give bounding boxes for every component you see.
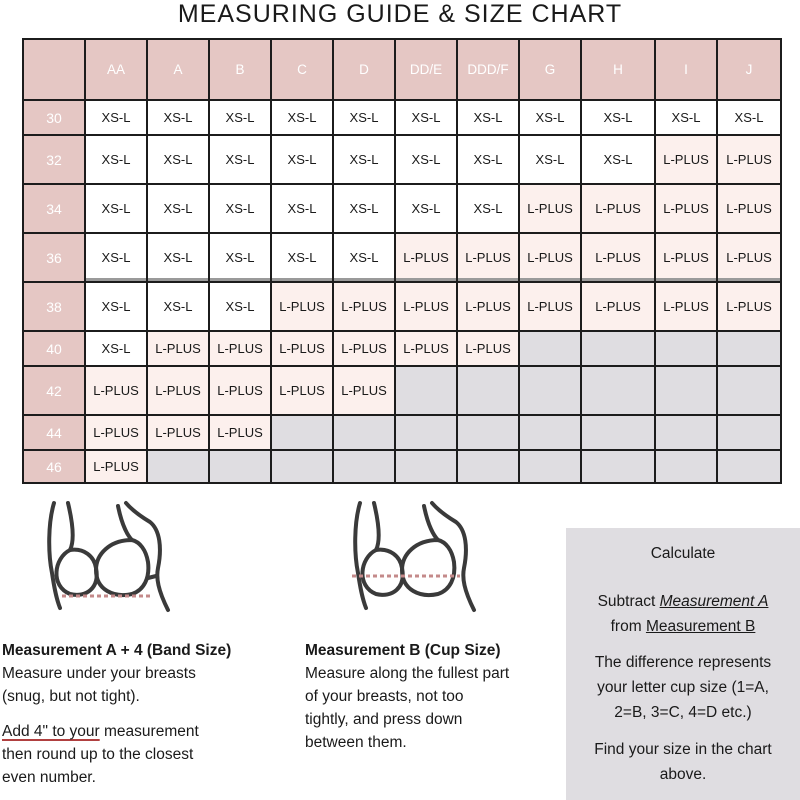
- size-cell: XS-L: [457, 100, 519, 135]
- size-cell: L-PLUS: [457, 331, 519, 366]
- empty-cell: [655, 415, 717, 450]
- size-cell: L-PLUS: [147, 415, 209, 450]
- size-cell: XS-L: [147, 282, 209, 331]
- size-cell: XS-L: [333, 184, 395, 233]
- measurement-b-text: [305, 639, 565, 754]
- band-size-label: 38: [23, 282, 85, 331]
- size-cell: XS-L: [209, 233, 271, 282]
- band-size-label: 40: [23, 331, 85, 366]
- size-cell: L-PLUS: [457, 282, 519, 331]
- strap-right: [118, 506, 132, 540]
- band-row-38: [23, 282, 781, 331]
- measurement-a-line: (snug, but not tight).: [2, 688, 140, 705]
- subtract-line: [566, 590, 800, 614]
- size-cell: XS-L: [655, 100, 717, 135]
- size-cell: L-PLUS: [209, 366, 271, 415]
- cup-header-i: I: [655, 39, 717, 100]
- subtract-prefix: Subtract: [597, 593, 660, 610]
- empty-cell: [581, 450, 655, 483]
- size-cell: L-PLUS: [395, 282, 457, 331]
- measurement-a-heading: Measurement A + 4 (Band Size): [2, 642, 232, 659]
- size-cell: XS-L: [209, 100, 271, 135]
- size-cell: XS-L: [457, 135, 519, 184]
- size-cell: XS-L: [581, 135, 655, 184]
- size-cell: L-PLUS: [581, 184, 655, 233]
- band-row-40: [23, 331, 781, 366]
- band-size-label: 34: [23, 184, 85, 233]
- from-line: [566, 615, 800, 639]
- size-cell: L-PLUS: [209, 331, 271, 366]
- empty-cell: [395, 366, 457, 415]
- size-cell: XS-L: [209, 184, 271, 233]
- left-shoulder-line: [49, 503, 60, 608]
- measurement-a-add-line: [2, 720, 292, 743]
- size-cell: L-PLUS: [655, 184, 717, 233]
- size-cell: XS-L: [147, 135, 209, 184]
- size-cell: XS-L: [85, 184, 147, 233]
- empty-cell: [717, 415, 781, 450]
- size-cell: XS-L: [85, 100, 147, 135]
- measurement-a-text: [2, 639, 292, 789]
- measurement-a-line: even number.: [2, 769, 96, 786]
- size-cell: XS-L: [147, 184, 209, 233]
- empty-cell: [581, 415, 655, 450]
- size-cell: XS-L: [271, 184, 333, 233]
- band-row-34: [23, 184, 781, 233]
- cup-right: [96, 540, 148, 595]
- size-cell: L-PLUS: [85, 415, 147, 450]
- empty-cell: [519, 450, 581, 483]
- size-chart-table: [22, 38, 782, 484]
- cup-header-dd-e: DD/E: [395, 39, 457, 100]
- empty-cell: [333, 415, 395, 450]
- size-cell: L-PLUS: [581, 233, 655, 282]
- find-size-line: above.: [659, 766, 707, 783]
- size-cell: L-PLUS: [395, 233, 457, 282]
- size-cell: L-PLUS: [519, 184, 581, 233]
- measurement-b-line: Measure along the fullest part: [305, 665, 510, 682]
- size-cell: XS-L: [271, 100, 333, 135]
- size-cell: L-PLUS: [655, 135, 717, 184]
- empty-cell: [457, 415, 519, 450]
- strap-left: [374, 503, 379, 550]
- size-cell: XS-L: [147, 100, 209, 135]
- size-cell: L-PLUS: [333, 282, 395, 331]
- band-row-30: [23, 100, 781, 135]
- size-cell: XS-L: [271, 233, 333, 282]
- difference-line: your letter cup size (1=A,: [597, 679, 769, 696]
- size-cell: XS-L: [395, 184, 457, 233]
- empty-cell: [581, 366, 655, 415]
- size-cell: L-PLUS: [209, 415, 271, 450]
- size-cell: XS-L: [333, 135, 395, 184]
- size-cell: XS-L: [85, 135, 147, 184]
- band-size-label: 32: [23, 135, 85, 184]
- empty-cell: [717, 450, 781, 483]
- size-cell: L-PLUS: [519, 233, 581, 282]
- size-cell: XS-L: [457, 184, 519, 233]
- empty-cell: [209, 450, 271, 483]
- difference-line: The difference represents: [594, 654, 772, 671]
- add-4-highlight: Add 4" to your: [2, 723, 100, 740]
- corner-cell: [23, 39, 85, 100]
- size-cell: XS-L: [395, 135, 457, 184]
- size-cell: L-PLUS: [717, 184, 781, 233]
- size-cell: L-PLUS: [655, 282, 717, 331]
- size-cell: L-PLUS: [333, 366, 395, 415]
- measurement-b-line: between them.: [305, 734, 407, 751]
- size-cell: L-PLUS: [717, 233, 781, 282]
- measurement-b-heading: Measurement B (Cup Size): [305, 642, 501, 659]
- from-prefix: from: [610, 618, 646, 635]
- size-cell: XS-L: [209, 135, 271, 184]
- size-cell: L-PLUS: [271, 366, 333, 415]
- empty-cell: [395, 450, 457, 483]
- band-size-label: 30: [23, 100, 85, 135]
- cup-left: [362, 550, 402, 595]
- empty-cell: [271, 415, 333, 450]
- measurement-b-ref: Measurement B: [645, 618, 756, 635]
- size-cell: L-PLUS: [147, 366, 209, 415]
- size-cell: L-PLUS: [271, 282, 333, 331]
- size-rows: [23, 100, 781, 483]
- calculate-title: Calculate: [650, 545, 716, 562]
- size-cell: XS-L: [581, 100, 655, 135]
- empty-cell: [581, 331, 655, 366]
- size-cell: XS-L: [333, 233, 395, 282]
- size-cell: L-PLUS: [655, 233, 717, 282]
- empty-cell: [717, 331, 781, 366]
- size-cell: XS-L: [85, 282, 147, 331]
- cup-header-b: B: [209, 39, 271, 100]
- measurement-b-line: tightly, and press down: [305, 711, 463, 728]
- band-size-label: 36: [23, 233, 85, 282]
- empty-cell: [655, 331, 717, 366]
- size-cell: L-PLUS: [519, 282, 581, 331]
- empty-cell: [519, 415, 581, 450]
- empty-cell: [655, 450, 717, 483]
- band-row-42: [23, 366, 781, 415]
- band-measurement-figure: [40, 498, 190, 618]
- band-row-44: [23, 415, 781, 450]
- strap-right: [424, 506, 438, 540]
- empty-cell: [717, 366, 781, 415]
- band-size-label: 42: [23, 366, 85, 415]
- cup-header-aa: AA: [85, 39, 147, 100]
- empty-cell: [147, 450, 209, 483]
- size-cell: XS-L: [395, 100, 457, 135]
- size-cell: L-PLUS: [457, 233, 519, 282]
- empty-cell: [271, 450, 333, 483]
- size-cell: XS-L: [717, 100, 781, 135]
- size-cell: XS-L: [85, 331, 147, 366]
- band-row-32: [23, 135, 781, 184]
- size-cell: XS-L: [271, 135, 333, 184]
- cup-right: [402, 540, 454, 595]
- page-title: MEASURING GUIDE & SIZE CHART: [177, 0, 623, 28]
- measurement-a-ref: Measurement A: [659, 593, 769, 610]
- size-cell: XS-L: [85, 233, 147, 282]
- cup-header-a: A: [147, 39, 209, 100]
- size-cell: L-PLUS: [333, 331, 395, 366]
- measurement-a-add-rest: measurement: [99, 723, 199, 740]
- measurement-a-line: Measure under your breasts: [2, 665, 196, 682]
- empty-cell: [457, 366, 519, 415]
- find-size-line: Find your size in the chart: [594, 741, 772, 758]
- size-cell: XS-L: [147, 233, 209, 282]
- band-row-36: [23, 233, 781, 282]
- size-cell: L-PLUS: [581, 282, 655, 331]
- cup-header-d: D: [333, 39, 395, 100]
- cup-header-j: J: [717, 39, 781, 100]
- size-cell: XS-L: [519, 135, 581, 184]
- bust-measurement-figure: [342, 498, 492, 618]
- cup-header-row: [23, 39, 781, 100]
- cup-header-h: H: [581, 39, 655, 100]
- size-cell: XS-L: [209, 282, 271, 331]
- size-cell: L-PLUS: [395, 331, 457, 366]
- size-cell: L-PLUS: [85, 366, 147, 415]
- empty-cell: [519, 331, 581, 366]
- empty-cell: [519, 366, 581, 415]
- cup-header-c: C: [271, 39, 333, 100]
- empty-cell: [457, 450, 519, 483]
- size-cell: XS-L: [333, 100, 395, 135]
- size-cell: L-PLUS: [271, 331, 333, 366]
- empty-cell: [655, 366, 717, 415]
- measurement-a-line: then round up to the closest: [2, 746, 194, 763]
- size-cell: XS-L: [519, 100, 581, 135]
- band-size-label: 46: [23, 450, 85, 483]
- strap-left: [68, 503, 73, 550]
- cup-header-ddd-f: DDD/F: [457, 39, 519, 100]
- band-row-46: [23, 450, 781, 483]
- measurement-b-line: of your breasts, not too: [305, 688, 464, 705]
- cup-header-g: G: [519, 39, 581, 100]
- size-cell: L-PLUS: [85, 450, 147, 483]
- calculate-panel: [566, 528, 800, 800]
- band-side: [148, 576, 156, 578]
- empty-cell: [333, 450, 395, 483]
- band-size-label: 44: [23, 415, 85, 450]
- size-cell: L-PLUS: [717, 282, 781, 331]
- difference-line: 2=B, 3=C, 4=D etc.): [614, 704, 752, 721]
- cup-left: [56, 550, 96, 595]
- size-cell: L-PLUS: [717, 135, 781, 184]
- empty-cell: [395, 415, 457, 450]
- left-shoulder-line: [355, 503, 366, 608]
- size-cell: L-PLUS: [147, 331, 209, 366]
